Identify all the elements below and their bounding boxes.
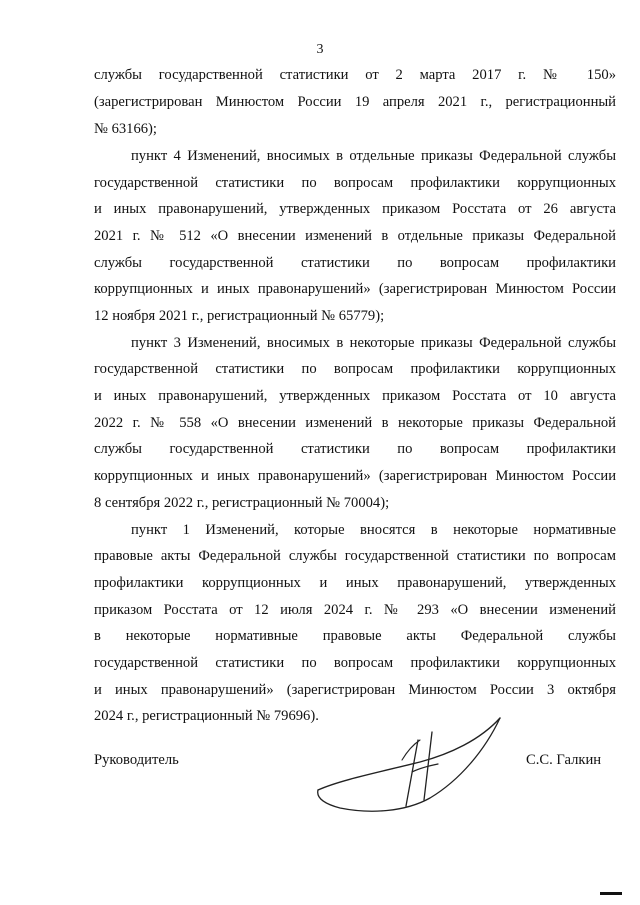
paragraph-4-line-2: правовые акты Федеральной службы государственной статистики по вопросам — [94, 548, 616, 564]
paragraph-3-line-2: государственной статистики по вопросам профилактики коррупционных — [94, 361, 616, 377]
position-title: Руководитель — [94, 752, 179, 768]
scan-edge-mark — [600, 892, 622, 895]
handwritten-signature — [310, 710, 510, 820]
paragraph-2-line-4: 2021 г. № 512 «О внесении изменений в отдельные приказы Федеральной — [94, 228, 616, 244]
paragraph-3-line-5: службы государственной статистики по вопросам профилактики — [94, 441, 616, 457]
paragraph-2-line-2: государственной статистики по вопросам профилактики коррупционных — [94, 175, 616, 191]
paragraph-4-line-4: приказом Росстата от 12 июля 2024 г. № 293 «О внесении изменений — [94, 602, 616, 618]
paragraph-2-line-7: 12 ноября 2021 г., регистрационный № 65779); — [94, 308, 385, 324]
paragraph-4-line-5: в некоторые нормативные правовые акты Федеральной службы — [94, 628, 616, 644]
paragraph-2-line-6: коррупционных и иных правонарушений» (зарегистрирован Минюстом России — [94, 281, 616, 297]
paragraph-1-line-2: (зарегистрирован Минюстом России 19 апреля 2021 г., регистрационный — [94, 94, 616, 110]
paragraph-3-line-3: и иных правонарушений, утвержденных приказом Росстата от 10 августа — [94, 388, 616, 404]
page-number: 3 — [316, 42, 324, 57]
paragraph-2-line-3: и иных правонарушений, утвержденных приказом Росстата от 26 августа — [94, 201, 616, 217]
paragraph-3-line-6: коррупционных и иных правонарушений» (зарегистрирован Минюстом России — [94, 468, 616, 484]
paragraph-4-line-7: и иных правонарушений» (зарегистрирован Минюстом России 3 октября — [94, 682, 616, 698]
paragraph-4-line-8: 2024 г., регистрационный № 79696). — [94, 708, 319, 724]
signatory-name: С.С. Галкин — [526, 752, 602, 768]
paragraph-4-line-6: государственной статистики по вопросам профилактики коррупционных — [94, 655, 616, 671]
paragraph-2-line-5: службы государственной статистики по вопросам профилактики — [94, 255, 616, 271]
paragraph-3-line-4: 2022 г. № 558 «О внесении изменений в некоторые приказы Федеральной — [94, 415, 616, 431]
paragraph-4-line-3: профилактики коррупционных и иных правонарушений, утвержденных — [94, 575, 616, 591]
paragraph-3-line-7: 8 сентября 2022 г., регистрационный № 70004); — [94, 495, 390, 511]
paragraph-1-line-1: службы государственной статистики от 2 марта 2017 г. № 150» — [94, 67, 616, 83]
paragraph-4-line-1: пункт 1 Изменений, которые вносятся в некоторые нормативные — [131, 522, 616, 538]
paragraph-3-line-1: пункт 3 Изменений, вносимых в некоторые приказы Федеральной службы — [131, 335, 616, 351]
paragraph-2-line-1: пункт 4 Изменений, вносимых в отдельные приказы Федеральной службы — [131, 148, 616, 164]
paragraph-1-line-3: № 63166); — [94, 121, 157, 137]
